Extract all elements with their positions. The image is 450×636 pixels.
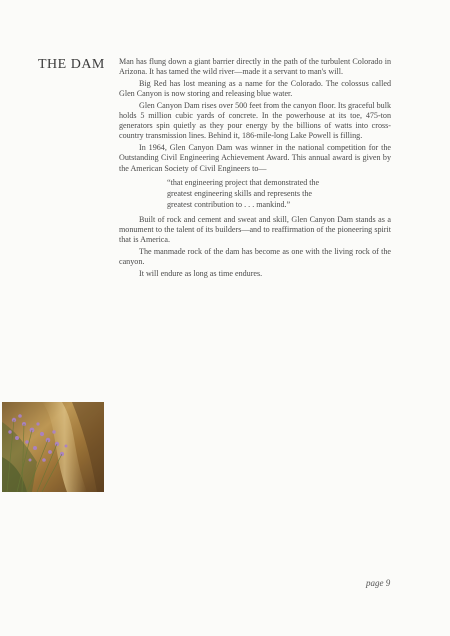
paragraph-6: The manmade rock of the dam has become as one with the living rock of the canyon. <box>119 246 391 267</box>
quote-line-1: “that engineering project that demonstrated the <box>167 177 320 187</box>
paragraph-2: Big Red has lost meaning as a name for the Colorado. The colossus called Glen Canyon is now storing and releasing blue water. <box>119 78 391 99</box>
paragraph-5: Built of rock and cement and sweat and skill, Glen Canyon Dam stands as a monument to the talent of its builders—and to reaffirmation of the pioneering spirit that is America. <box>119 214 391 245</box>
paragraph-1: Man has flung down a giant barrier directly in the path of the turbulent Colorado in Arizona. It has tamed the wild river—made it a servant to man's will. <box>119 57 391 77</box>
quote-line-2: greatest engineering skills and represents the <box>167 188 312 198</box>
page-number: page 9 <box>366 578 391 588</box>
paragraph-7: It will endure as long as time endures. <box>139 268 263 278</box>
paragraph-4: In 1964, Glen Canyon Dam was winner in the national competition for the Outstanding Civil Engineering Achievement Award. This annual award is given by the American Society of Civil Engineers to— <box>119 143 391 173</box>
quote-line-3: greatest contribution to . . . mankind.” <box>167 199 291 209</box>
section-title: THE DAM <box>38 57 105 72</box>
canyon-flowers-photo <box>2 402 104 492</box>
award-quote <box>119 177 391 210</box>
article-body <box>119 57 391 280</box>
paragraph-3: Glen Canyon Dam rises over 500 feet from the canyon floor. Its graceful bulk holds 5 million cubic yards of concrete. In the powerhouse at its toe, 475-ton generators spin quietly as they pour energy by the billions of watts into cross-country transmission lines. Behind it, 186-mile-long Lake Powell is filling. <box>119 100 391 141</box>
